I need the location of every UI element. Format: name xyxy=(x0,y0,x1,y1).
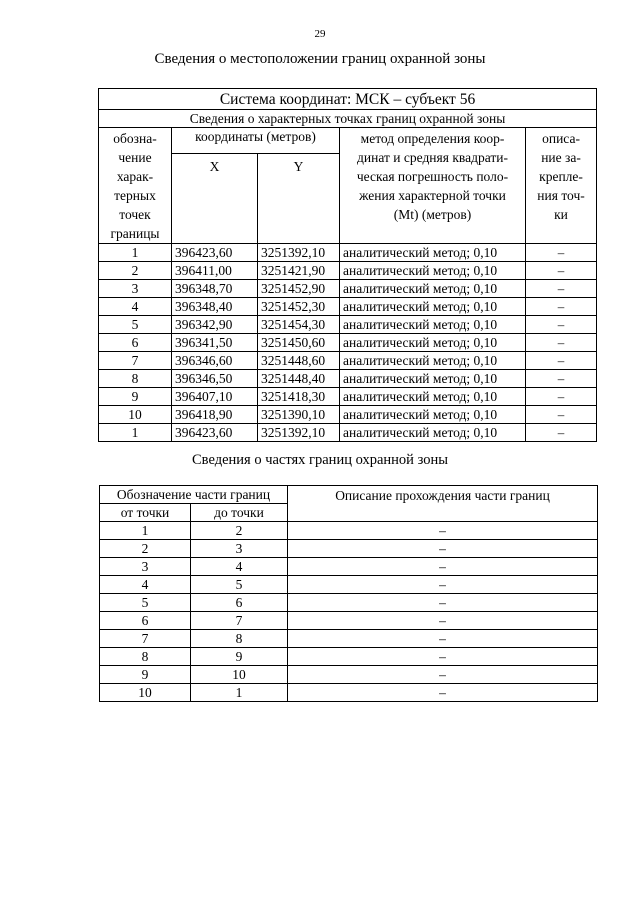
from-point-cell: 10 xyxy=(100,684,191,702)
table-row xyxy=(100,540,598,558)
x-coordinate-cell: 396423,60 xyxy=(172,244,258,262)
point-number-cell: 10 xyxy=(99,406,172,424)
method-cell: аналитический метод; 0,10 xyxy=(340,388,526,406)
col-desc-line: описа- xyxy=(542,131,580,146)
part-description-cell: – xyxy=(288,558,598,576)
col-boundary-parts: Обозначение части границ xyxy=(100,486,288,504)
table-row xyxy=(100,594,598,612)
col-point-line: границы xyxy=(110,226,160,241)
x-coordinate-cell: 396423,60 xyxy=(172,424,258,442)
point-description-cell: – xyxy=(526,352,597,370)
point-description-cell: – xyxy=(526,334,597,352)
from-point-cell: 7 xyxy=(100,630,191,648)
point-number-cell: 1 xyxy=(99,424,172,442)
table-row xyxy=(99,316,597,334)
col-point-line: обозна- xyxy=(113,131,157,146)
from-point-cell: 2 xyxy=(100,540,191,558)
col-method-line: жения характерной точки xyxy=(359,188,506,203)
to-point-cell: 3 xyxy=(191,540,288,558)
point-description-cell: – xyxy=(526,298,597,316)
from-point-cell: 5 xyxy=(100,594,191,612)
table-row xyxy=(99,406,597,424)
from-point-cell: 1 xyxy=(100,522,191,540)
col-desc-line: ние за- xyxy=(541,150,581,165)
table-row xyxy=(99,370,597,388)
point-description-cell: – xyxy=(526,388,597,406)
from-point-cell: 6 xyxy=(100,612,191,630)
col-desc-line: ния точ- xyxy=(537,188,585,203)
table-row xyxy=(100,648,598,666)
table-row xyxy=(99,352,597,370)
y-coordinate-cell: 3251392,10 xyxy=(258,424,340,442)
method-cell: аналитический метод; 0,10 xyxy=(340,244,526,262)
table-row xyxy=(99,424,597,442)
method-cell: аналитический метод; 0,10 xyxy=(340,262,526,280)
col-point-line: терных xyxy=(114,188,156,203)
characteristic-points-table xyxy=(98,88,597,442)
method-cell: аналитический метод; 0,10 xyxy=(340,298,526,316)
col-from-point: от точки xyxy=(100,504,191,522)
col-desc-line: ки xyxy=(554,207,568,222)
table-row xyxy=(99,388,597,406)
point-number-cell: 1 xyxy=(99,244,172,262)
to-point-cell: 7 xyxy=(191,612,288,630)
to-point-cell: 4 xyxy=(191,558,288,576)
y-coordinate-cell: 3251418,30 xyxy=(258,388,340,406)
col-point-line: чение xyxy=(118,150,152,165)
point-description-cell: – xyxy=(526,316,597,334)
col-part-description: Описание прохождения части границ xyxy=(288,486,598,522)
col-x: X xyxy=(172,153,258,243)
col-method-line: динат и средняя квадрати- xyxy=(357,150,508,165)
from-point-cell: 8 xyxy=(100,648,191,666)
point-description-cell: – xyxy=(526,406,597,424)
method-cell: аналитический метод; 0,10 xyxy=(340,280,526,298)
point-number-cell: 2 xyxy=(99,262,172,280)
to-point-cell: 10 xyxy=(191,666,288,684)
point-description-cell: – xyxy=(526,370,597,388)
x-coordinate-cell: 396348,40 xyxy=(172,298,258,316)
y-coordinate-cell: 3251448,60 xyxy=(258,352,340,370)
col-method-line: метод определения коор- xyxy=(360,131,505,146)
y-coordinate-cell: 3251390,10 xyxy=(258,406,340,424)
method-cell: аналитический метод; 0,10 xyxy=(340,406,526,424)
part-description-cell: – xyxy=(288,666,598,684)
from-point-cell: 4 xyxy=(100,576,191,594)
part-description-cell: – xyxy=(288,648,598,666)
table1-subheader: Сведения о характерных точках границ охранной зоны xyxy=(99,110,597,128)
part-description-cell: – xyxy=(288,684,598,702)
point-number-cell: 3 xyxy=(99,280,172,298)
to-point-cell: 1 xyxy=(191,684,288,702)
to-point-cell: 6 xyxy=(191,594,288,612)
point-description-cell: – xyxy=(526,280,597,298)
table-row xyxy=(100,612,598,630)
part-description-cell: – xyxy=(288,576,598,594)
y-coordinate-cell: 3251450,60 xyxy=(258,334,340,352)
col-point-designation xyxy=(99,128,172,244)
col-description xyxy=(526,128,597,244)
point-number-cell: 4 xyxy=(99,298,172,316)
y-coordinate-cell: 3251452,90 xyxy=(258,280,340,298)
to-point-cell: 5 xyxy=(191,576,288,594)
part-description-cell: – xyxy=(288,522,598,540)
table-row xyxy=(100,684,598,702)
boundary-parts-table xyxy=(99,485,598,702)
method-cell: аналитический метод; 0,10 xyxy=(340,316,526,334)
method-cell: аналитический метод; 0,10 xyxy=(340,424,526,442)
col-point-line: харак- xyxy=(116,169,154,184)
part-description-cell: – xyxy=(288,540,598,558)
section2-title: Сведения о частях границ охранной зоны xyxy=(192,452,448,468)
point-description-cell: – xyxy=(526,244,597,262)
col-y: Y xyxy=(258,153,340,243)
y-coordinate-cell: 3251392,10 xyxy=(258,244,340,262)
to-point-cell: 2 xyxy=(191,522,288,540)
table-row xyxy=(99,334,597,352)
point-number-cell: 6 xyxy=(99,334,172,352)
point-description-cell: – xyxy=(526,262,597,280)
section1-title: Сведения о местоположении границ охранной зоны xyxy=(154,51,486,67)
col-method xyxy=(340,128,526,244)
col-method-line: (Mt) (метров) xyxy=(393,207,472,222)
y-coordinate-cell: 3251421,90 xyxy=(258,262,340,280)
method-cell: аналитический метод; 0,10 xyxy=(340,352,526,370)
part-description-cell: – xyxy=(288,630,598,648)
x-coordinate-cell: 396418,90 xyxy=(172,406,258,424)
point-number-cell: 8 xyxy=(99,370,172,388)
point-description-cell: – xyxy=(526,424,597,442)
method-cell: аналитический метод; 0,10 xyxy=(340,370,526,388)
to-point-cell: 8 xyxy=(191,630,288,648)
table-row xyxy=(100,558,598,576)
x-coordinate-cell: 396341,50 xyxy=(172,334,258,352)
x-coordinate-cell: 396348,70 xyxy=(172,280,258,298)
page-number: 29 xyxy=(314,28,326,40)
table-row xyxy=(100,666,598,684)
y-coordinate-cell: 3251448,40 xyxy=(258,370,340,388)
table-row xyxy=(100,522,598,540)
from-point-cell: 9 xyxy=(100,666,191,684)
point-number-cell: 7 xyxy=(99,352,172,370)
part-description-cell: – xyxy=(288,594,598,612)
col-method-line: ческая погрешность поло- xyxy=(356,169,509,184)
from-point-cell: 3 xyxy=(100,558,191,576)
table-row xyxy=(99,244,597,262)
table-row xyxy=(100,576,598,594)
x-coordinate-cell: 396411,00 xyxy=(172,262,258,280)
col-to-point: до точки xyxy=(191,504,288,522)
method-cell: аналитический метод; 0,10 xyxy=(340,334,526,352)
point-number-cell: 5 xyxy=(99,316,172,334)
table-row xyxy=(99,280,597,298)
to-point-cell: 9 xyxy=(191,648,288,666)
part-description-cell: – xyxy=(288,612,598,630)
table-row xyxy=(99,298,597,316)
table-row xyxy=(99,262,597,280)
col-point-line: точек xyxy=(119,207,151,222)
x-coordinate-cell: 396346,60 xyxy=(172,352,258,370)
point-number-cell: 9 xyxy=(99,388,172,406)
table-row xyxy=(100,630,598,648)
y-coordinate-cell: 3251452,30 xyxy=(258,298,340,316)
x-coordinate-cell: 396346,50 xyxy=(172,370,258,388)
x-coordinate-cell: 396407,10 xyxy=(172,388,258,406)
col-coordinates: координаты (метров) xyxy=(172,128,340,154)
col-desc-line: крепле- xyxy=(539,169,583,184)
y-coordinate-cell: 3251454,30 xyxy=(258,316,340,334)
x-coordinate-cell: 396342,90 xyxy=(172,316,258,334)
coordinate-system-label: Система координат: МСК – субъект 56 xyxy=(99,89,597,110)
